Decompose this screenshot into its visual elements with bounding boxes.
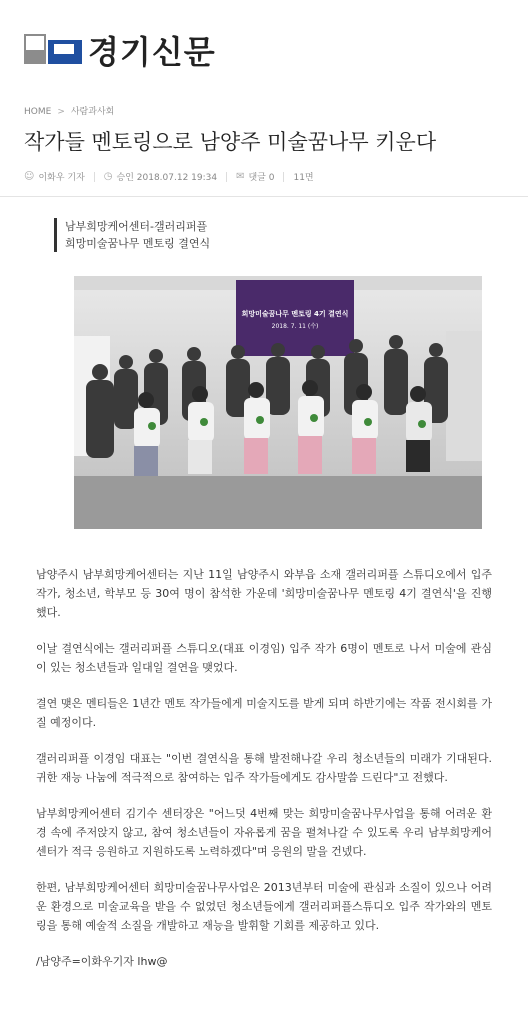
article-body — [36, 565, 492, 988]
breadcrumb-home[interactable]: HOME — [24, 107, 52, 117]
meta-divider — [226, 172, 227, 182]
breadcrumb-separator: > — [57, 107, 65, 117]
banner-line-2: 2018. 7. 11 (수) — [271, 323, 319, 330]
person-icon: ☺ — [24, 171, 35, 182]
approved-date: 승인 2018.07.12 19:34 — [116, 173, 218, 183]
body-paragraph: 이날 결연식에는 갤러리퍼플 스튜디오(대표 이경임) 입주 작가 6명이 멘토로 나서 미술에 관심이 있는 청소년들과 일대일 결연을 맺었다. — [36, 642, 492, 674]
article-meta — [24, 170, 314, 183]
article-photo[interactable] — [74, 276, 482, 529]
article-subtitle — [54, 218, 210, 252]
header-divider — [0, 196, 528, 197]
comments-meta[interactable] — [236, 170, 274, 183]
author-meta — [24, 170, 85, 183]
banner-line-1: 희망미술꿈나무 멘토링 4기 결연식 — [241, 310, 349, 318]
comment-count[interactable]: 댓글 0 — [248, 173, 275, 183]
byline: /남양주=이화우기자 lhw@ — [36, 955, 168, 968]
body-paragraph: 남부희망케어센터 김기수 센터장은 "어느덧 4번째 맞는 희망미술꿈나무사업을 통해 어려운 환경 속에 주저앉지 않고, 참여 청소년들이 자유롭게 꿈을 펼쳐나갈 수 있도록 우리 남부희망케어센터가 적극 응원하고 지원하도록 노력하겠다"며 응원의 말을 건넸다. — [36, 807, 492, 858]
meta-divider — [94, 172, 95, 182]
page-number: 11면 — [293, 173, 314, 183]
body-paragraph: 결연 맺은 멘티들은 1년간 멘토 작가들에게 미술지도를 받게 되며 하반기에는 작품 전시회를 가질 예정이다. — [36, 697, 492, 729]
page-meta — [293, 170, 313, 183]
body-paragraph: 한편, 남부희망케어센터 희망미술꿈나무사업은 2013년부터 미술에 관심과 소질이 있으나 어려운 환경으로 미술교육을 받을 수 없었던 청소년들에게 갤러리퍼플스튜디오 입주 작가와의 멘토링을 통해 예술적 소질을 개발하고 재능을 발휘할 기회를 제공하고 있다. — [36, 881, 492, 932]
date-meta — [104, 170, 217, 183]
meta-divider — [283, 172, 284, 182]
logo-mark-icon — [24, 34, 84, 66]
event-banner — [236, 280, 354, 356]
subtitle-line-2: 희망미술꿈나무 멘토링 결연식 — [65, 237, 211, 250]
subtitle-line-1: 남부희망케어센터-갤러리퍼플 — [65, 220, 208, 233]
author-name[interactable]: 이화우 기자 — [38, 173, 85, 183]
breadcrumb-section[interactable]: 사람과사회 — [70, 107, 115, 117]
comment-icon: ✉ — [236, 171, 245, 182]
clock-icon: ◷ — [103, 171, 113, 182]
body-paragraph: 남양주시 남부희망케어센터는 지난 11일 남양주시 와부읍 소재 갤러리퍼플 스튜디오에서 입주 작가, 청소년, 학부모 등 30여 명이 참석한 가운데 '희망미술꿈나무 멘토링 4기 결연식'을 진행했다. — [36, 568, 492, 619]
body-paragraph: 갤러리퍼플 이경임 대표는 "이번 결연식을 통해 발전해나갈 우리 청소년들의 미래가 기대된다. 귀한 재능 나눔에 적극적으로 참여하는 입주 작가들에게도 감사말씀 드린다"고 전했다. — [36, 752, 492, 784]
breadcrumb — [24, 104, 114, 117]
logo-text: 경기신문 — [88, 33, 216, 71]
group-photo-illustration — [74, 276, 482, 529]
article-title: 작가들 멘토링으로 남양주 미술꿈나무 키운다 — [24, 130, 437, 154]
site-logo[interactable] — [24, 30, 216, 70]
